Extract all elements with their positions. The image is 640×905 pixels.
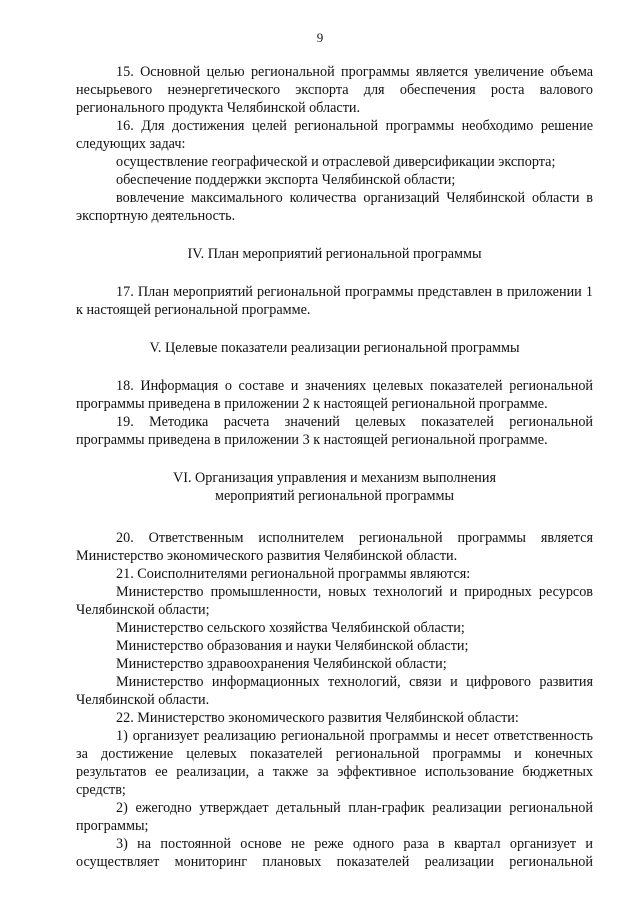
paragraph-15: 15. Основной целью региональной программы является увеличение объема несырьевого неэнергетического экспорта для обеспечения роста валового регионального продукта Челябинской области. [76, 64, 593, 116]
co-executor-education: Министерство образования и науки Челябинской области; [116, 638, 469, 654]
co-executor-agriculture: Министерство сельского хозяйства Челябинской области; [116, 620, 465, 636]
page-number: 9 [316, 30, 324, 45]
co-executor-it: Министерство информационных технологий, связи и цифрового развития Челябинской области. [76, 674, 593, 708]
document-body [76, 63, 593, 871]
paragraph-18: 18. Информация о составе и значениях целевых показателей региональной программы приведена в приложении 2 к настоящей региональной программе. [76, 378, 593, 412]
paragraph-21: 21. Соисполнителями региональной программы являются: [116, 566, 471, 582]
paragraph-19: 19. Методика расчета значений целевых показателей региональной программы приведена в приложении 3 к настоящей региональной программе. [76, 414, 593, 448]
paragraph-17: 17. План мероприятий региональной программы представлен в приложении 1 к настоящей региональной программе. [76, 284, 593, 318]
section-heading-vi-line2: мероприятий региональной программы [215, 488, 454, 504]
section-heading-vi [76, 469, 593, 505]
paragraph-22-item-2: 2) ежегодно утверждает детальный план-график реализации региональной программы; [76, 800, 593, 834]
section-heading-v: V. Целевые показатели реализации региональной программы [149, 340, 520, 356]
co-executor-health: Министерство здравоохранения Челябинской области; [116, 656, 447, 672]
paragraph-16: 16. Для достижения целей региональной программы необходимо решение следующих задач: [76, 118, 593, 152]
co-executor-industry: Министерство промышленности, новых технологий и природных ресурсов Челябинской области; [76, 584, 593, 618]
section-heading-iv: IV. План мероприятий региональной программы [187, 246, 482, 262]
task-item-involvement: вовлечение максимального количества организаций Челябинской области в экспортную деятельность. [76, 190, 593, 224]
paragraph-22-item-3: 3) на постоянной основе не реже одного раза в квартал организует и осуществляет мониторинг плановых показателей реализации региональной [76, 836, 593, 870]
paragraph-22-item-1: 1) организует реализацию региональной программы и несет ответственность за достижение целевых показателей региональной программы и конечных результатов ее реализации, а также за эффективное использование бюджетных средств; [76, 728, 593, 798]
task-item-diversification: осуществление географической и отраслевой диверсификации экспорта; [116, 154, 556, 170]
task-item-support: обеспечение поддержки экспорта Челябинской области; [116, 172, 456, 188]
section-heading-vi-line1: VI. Организация управления и механизм выполнения [172, 470, 497, 486]
paragraph-20: 20. Ответственным исполнителем региональной программы является Министерство экономического развития Челябинской области. [76, 530, 593, 564]
paragraph-22: 22. Министерство экономического развития Челябинской области: [116, 710, 519, 726]
